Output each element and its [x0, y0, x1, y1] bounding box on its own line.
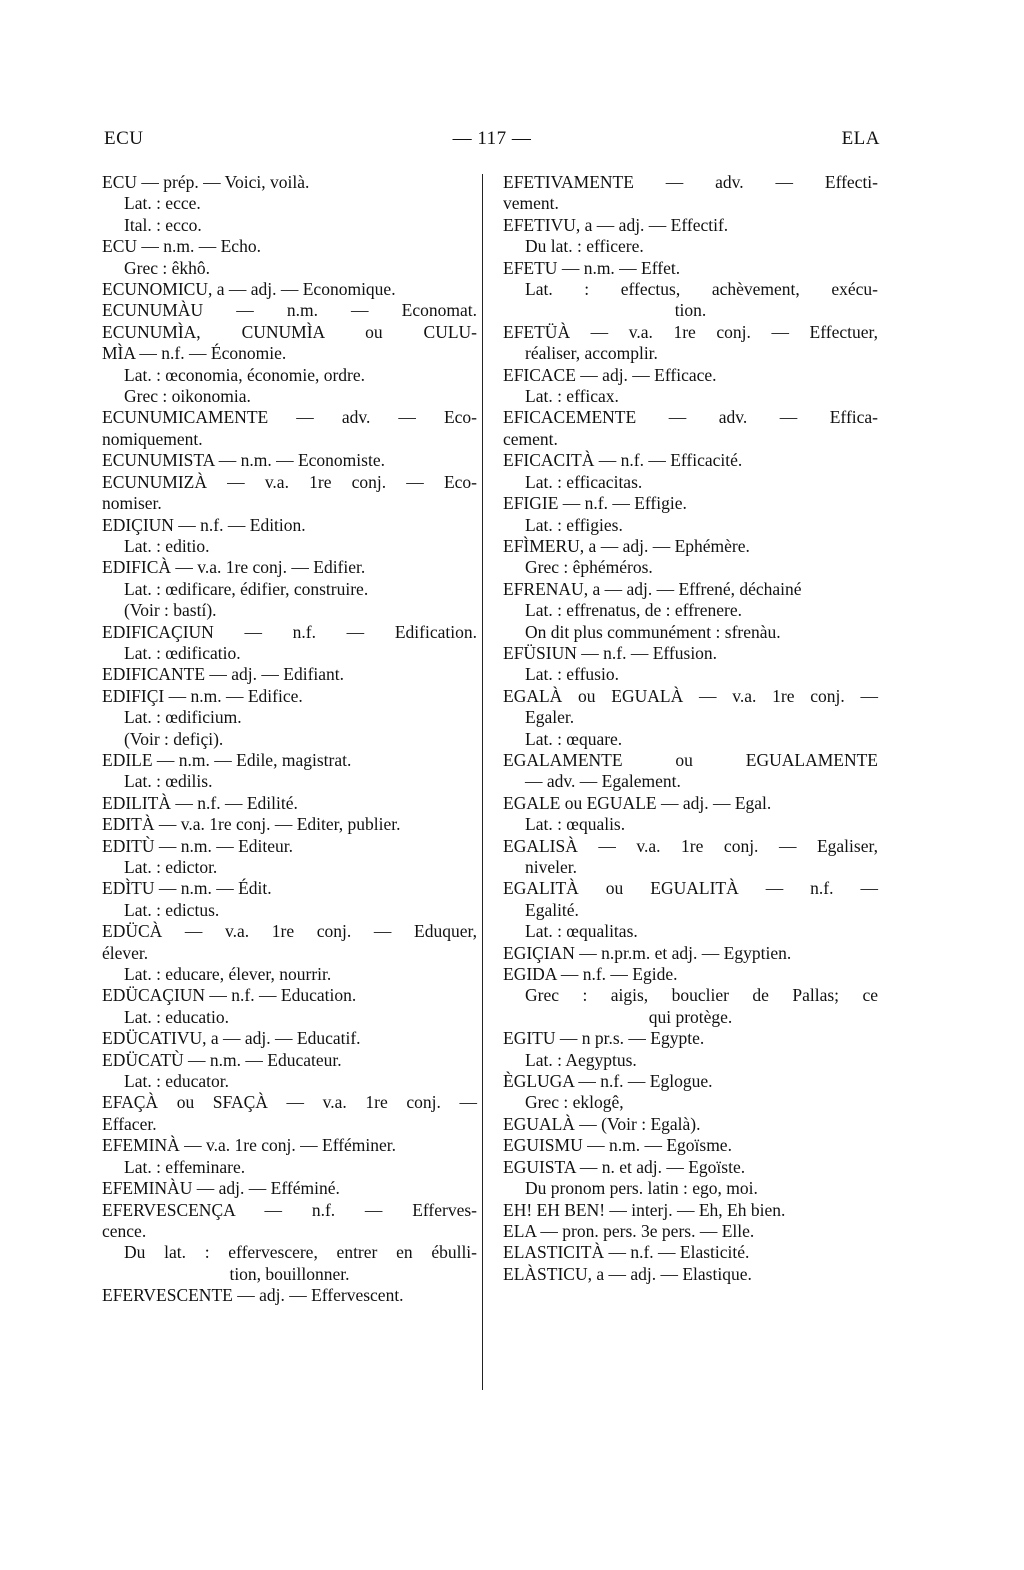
right-entry-line: Lat. : efficacitas. — [525, 471, 643, 492]
left-entry-line: Lat. : educare, élever, nourrir. — [124, 964, 332, 985]
left-entry-line: EDÜCÀ — v.a. 1re conj. — Eduquer, — [102, 921, 477, 942]
left-entry-line: EFERVESCENÇA — n.f. — Efferves- — [102, 1199, 477, 1220]
left-entry-line: EDITÙ — n.m. — Editeur. — [102, 835, 294, 856]
left-entry-line: nomiquement. — [102, 428, 203, 449]
right-entry-line: EFICACEMENTE — adv. — Effica- — [503, 407, 878, 428]
left-entry-line: ECU — n.m. — Echo. — [102, 236, 261, 257]
left-entry-line: (Voir : bastí). — [124, 600, 217, 621]
left-entry-line: Ital. : ecco. — [124, 214, 202, 235]
right-entry-line: EFÜSIUN — n.f. — Effusion. — [503, 642, 718, 663]
left-entry-line: ECUNUMIZÀ — v.a. 1re conj. — Eco- — [102, 471, 477, 492]
right-entry-line: ELASTICITÀ — n.f. — Elasticité. — [503, 1242, 750, 1263]
right-entry-line: tion. — [674, 300, 707, 321]
left-entry-line: cence. — [102, 1220, 147, 1241]
left-entry-line: EDILITÀ — n.f. — Edilité. — [102, 792, 298, 813]
right-entry-line: Grec : aigis, bouclier de Pallas; ce — [525, 985, 878, 1006]
right-entry-line: Lat. : œqualis. — [525, 814, 626, 835]
right-entry-line: Lat. : effigies. — [525, 514, 623, 535]
left-entry-line: Lat. : œdificium. — [124, 707, 242, 728]
left-entry-line: EFAÇÀ ou SFAÇÀ — v.a. 1re conj. — — [102, 1092, 477, 1113]
right-entry-line: EFETIVAMENTE — adv. — Effecti- — [503, 172, 878, 192]
left-entry-line: EDIFICÀ — v.a. 1re conj. — Edifier. — [102, 557, 366, 578]
right-entry-line: EFIGIE — n.f. — Effigie. — [503, 493, 687, 514]
left-entry-line: ECU — prép. — Voici, voilà. — [102, 172, 310, 192]
left-entry-line: EDÜCAÇIUN — n.f. — Education. — [102, 985, 357, 1006]
right-entry-line: EGALISÀ — v.a. 1re conj. — Egaliser, — [503, 835, 878, 856]
left-entry-line: EDÜCATIVU, a — adj. — Educatif. — [102, 1028, 361, 1049]
left-entry-line: Lat. : educator. — [124, 1071, 229, 1092]
left-entry-line: Lat. : œconomia, économie, ordre. — [124, 364, 366, 385]
right-entry-line: Lat. : effectus, achèvement, exécu- — [525, 279, 878, 300]
left-entry-line: tion, bouillonner. — [229, 1263, 350, 1284]
right-entry-line: EFÌMERU, a — adj. — Ephémère. — [503, 535, 750, 556]
right-entry-line: EH! EH BEN! — interj. — Eh, Eh bien. — [503, 1199, 786, 1220]
right-entry-line: EFICACE — adj. — Efficace. — [503, 364, 717, 385]
left-entry-line: EDÜCATÙ — n.m. — Educateur. — [102, 1049, 342, 1070]
left-entry-line: Lat. : editio. — [124, 535, 210, 556]
left-entry-line: Lat. : educatio. — [124, 1006, 229, 1027]
right-entry-line: Du lat. : efficere. — [525, 236, 644, 257]
left-column — [102, 172, 477, 1307]
left-entry-line: Lat. : œdilis. — [124, 771, 213, 792]
left-entry-line: Du lat. : effervescere, entrer en ébulli- — [124, 1242, 477, 1263]
left-entry-line: EFEMINÀU — adj. — Efféminé. — [102, 1178, 340, 1199]
left-entry-line: élever. — [102, 942, 149, 963]
left-entry-line: EDITÀ — v.a. 1re conj. — Editer, publier. — [102, 814, 401, 835]
right-entry-line: EGALE ou EGUALE — adj. — Egal. — [503, 792, 772, 813]
right-entry-line: Grec : êphéméros. — [525, 557, 653, 578]
right-entry-line: ÈGLUGA — n.f. — Eglogue. — [503, 1071, 713, 1092]
right-entry-line: ELA — pron. pers. 3e pers. — Elle. — [503, 1220, 755, 1241]
right-entry-line: — adv. — Egalement. — [525, 771, 681, 792]
left-entry-line: Lat. : œdificatio. — [124, 642, 241, 663]
right-entry-line: Egalité. — [525, 899, 579, 920]
left-entry-line: MÌA — n.f. — Économie. — [102, 343, 287, 364]
right-entry-line: réaliser, accomplir. — [525, 343, 658, 364]
right-entry-line: EGUISMU — n.m. — Egoïsme. — [503, 1135, 732, 1156]
right-entry-line: EGIÇIAN — n.pr.m. et adj. — Egyptien. — [503, 942, 792, 963]
left-entry-line: EDILE — n.m. — Edile, magistrat. — [102, 749, 352, 770]
left-entry-line: Lat. : œdificare, édifier, construire. — [124, 578, 369, 599]
left-entry-line: Lat. : ecce. — [124, 193, 201, 214]
page-number: — 117 — — [452, 128, 532, 149]
right-entry-line: vement. — [503, 193, 559, 214]
left-entry-line: EDIÇIUN — n.f. — Edition. — [102, 514, 306, 535]
right-entry-line: EFRENAU, a — adj. — Effrené, déchainé — [503, 578, 802, 599]
right-entry-line: Lat. : œqualitas. — [525, 921, 638, 942]
right-entry-line: EGUISTA — n. et adj. — Egoïste. — [503, 1156, 746, 1177]
left-entry-line: ECUNUMÀU — n.m. — Economat. — [102, 300, 477, 321]
left-entry-line: Grec : oikonomia. — [124, 386, 251, 407]
right-entry-line: Egaler. — [525, 707, 575, 728]
right-entry-line: cement. — [503, 428, 558, 449]
header-right-guide-word: ELA — [841, 128, 880, 149]
right-entry-line: EGIDA — n.f. — Egide. — [503, 964, 678, 985]
right-entry-line: Du pronom pers. latin : ego, moi. — [525, 1178, 758, 1199]
left-entry-line: (Voir : defiçi). — [124, 728, 224, 749]
left-entry-line: Effacer. — [102, 1113, 157, 1134]
right-entry-line: Lat. : effusio. — [525, 664, 619, 685]
right-entry-line: Lat. : Aegyptus. — [525, 1049, 637, 1070]
right-entry-line: EFETÜÀ — v.a. 1re conj. — Effectuer, — [503, 321, 878, 342]
right-entry-line: EFICACITÀ — n.f. — Efficacité. — [503, 450, 743, 471]
right-entry-line: On dit plus communément : sfrenàu. — [525, 621, 781, 642]
header-left-guide-word: ECU — [104, 128, 144, 149]
right-entry-line: Lat. : efficax. — [525, 386, 619, 407]
right-entry-line: qui protège. — [648, 1006, 733, 1027]
left-entry-line: ECUNUMICAMENTE — adv. — Eco- — [102, 407, 477, 428]
column-divider — [482, 174, 483, 1390]
left-entry-line: Grec : êkhô. — [124, 257, 211, 278]
right-entry-line: EFETIVU, a — adj. — Effectif. — [503, 214, 729, 235]
left-entry-line: EDIFIÇI — n.m. — Edifice. — [102, 685, 303, 706]
right-column — [503, 172, 878, 1285]
running-header — [104, 128, 880, 158]
left-entry-line: EDIFICANTE — adj. — Edifiant. — [102, 664, 345, 685]
left-entry-line: ECUNUMÌA, CUNUMÌA ou CULU- — [102, 321, 477, 342]
right-entry-line: EGUALÀ — (Voir : Egalà). — [503, 1113, 701, 1134]
right-entry-line: ELÀSTICU, a — adj. — Elastique. — [503, 1263, 752, 1284]
right-entry-line: EGALAMENTE ou EGUALAMENTE — [503, 749, 878, 770]
left-entry-line: EFEMINÀ — v.a. 1re conj. — Efféminer. — [102, 1135, 397, 1156]
left-entry-line: nomiser. — [102, 493, 162, 514]
right-entry-line: EGALÀ ou EGUALÀ — v.a. 1re conj. — — [503, 685, 878, 706]
right-entry-line: EGALITÀ ou EGUALITÀ — n.f. — — [503, 878, 878, 899]
left-entry-line: Lat. : edictus. — [124, 899, 220, 920]
left-entry-line: EDIFICAÇIUN — n.f. — Edification. — [102, 621, 477, 642]
right-entry-line: Lat. : effrenatus, de : effrenere. — [525, 600, 743, 621]
left-entry-line: ECUNOMICU, a — adj. — Economique. — [102, 279, 396, 300]
right-entry-line: EGITU — n pr.s. — Egypte. — [503, 1028, 705, 1049]
left-entry-line: EDÌTU — n.m. — Édit. — [102, 878, 272, 899]
right-entry-line: Lat. : œquare. — [525, 728, 623, 749]
right-entry-line: EFETU — n.m. — Effet. — [503, 257, 681, 278]
left-entry-line: Lat. : edictor. — [124, 857, 218, 877]
left-entry-line: Lat. : effeminare. — [124, 1156, 246, 1177]
left-entry-line: EFERVESCENTE — adj. — Effervescent. — [102, 1285, 404, 1306]
right-entry-line: Grec : eklogê, — [525, 1092, 624, 1113]
right-entry-line: niveler. — [525, 857, 577, 877]
left-entry-line: ECUNUMISTA — n.m. — Economiste. — [102, 450, 385, 471]
